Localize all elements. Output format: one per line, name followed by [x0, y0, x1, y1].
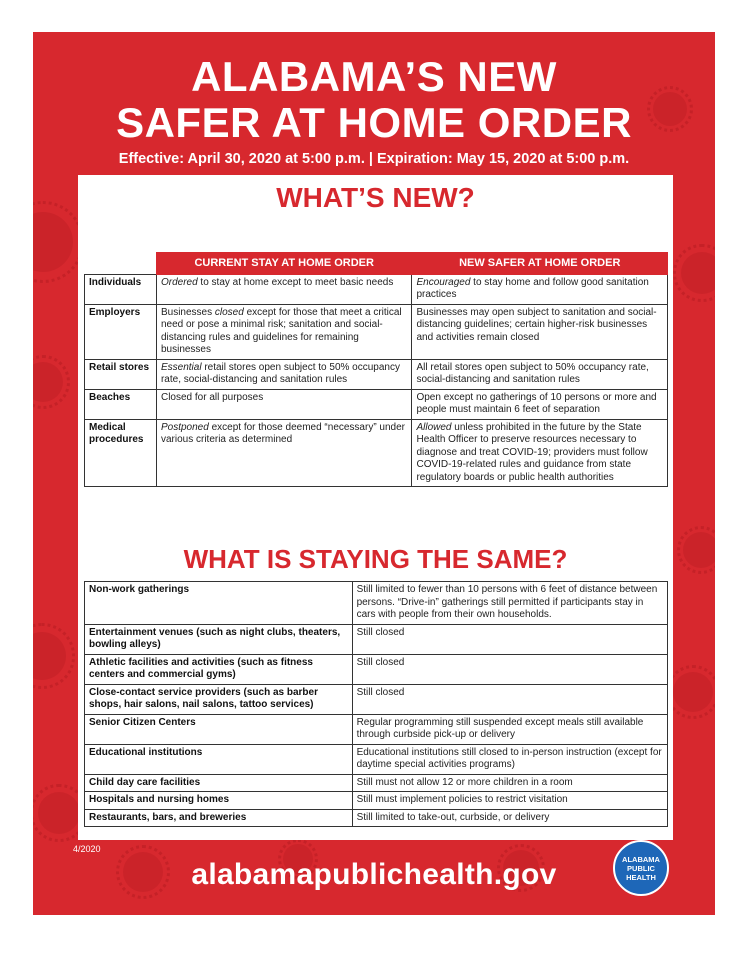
current-emphasis: Postponed	[160, 421, 209, 433]
current-prefix: Businesses	[160, 306, 215, 318]
virus-decoration-icon	[673, 672, 713, 712]
table-row	[85, 714, 668, 744]
current-text: except for those deemed “necessary” under various criteria as determined	[160, 421, 406, 445]
table-row	[85, 624, 668, 654]
table-row	[85, 582, 668, 625]
website-link[interactable]: alabamapublichealth.gov	[191, 858, 557, 891]
title-line-2: SAFER AT HOME ORDER	[116, 99, 632, 146]
current-cell	[156, 274, 412, 304]
row-value: Still limited to take-out, curbside, or delivery	[352, 809, 667, 827]
whats-new-table	[84, 252, 668, 487]
row-value: Still limited to fewer than 10 persons with 6 feet of distance between persons. “Drive-in” gatherings still permitted if participants stay in cars with people from their own households.	[352, 582, 667, 625]
current-cell	[156, 419, 412, 487]
col-current-header: CURRENT STAY AT HOME ORDER	[156, 253, 412, 275]
row-label: Senior Citizen Centers	[85, 714, 353, 744]
virus-decoration-icon	[33, 632, 66, 680]
row-value: Still must not allow 12 or more children in a room	[352, 774, 667, 792]
new-text: Businesses may open subject to sanitation and social-distancing guidelines; certain higher-risk businesses and activities remain closed	[416, 306, 657, 343]
row-value: Regular programming still suspended except meals still available through curbside pick-up or delivery	[352, 714, 667, 744]
row-value: Still closed	[352, 654, 667, 684]
virus-decoration-icon	[33, 212, 73, 272]
row-label: Close-contact service providers (such as barber shops, hair salons, nail salons, tattoo services)	[85, 684, 353, 714]
row-label: Beaches	[85, 389, 157, 419]
row-label: Educational institutions	[85, 744, 353, 774]
new-cell	[412, 419, 668, 487]
current-text: to stay at home except to meet basic needs	[197, 276, 394, 288]
logo-text-line-2: PUBLIC	[627, 863, 655, 873]
table-row	[85, 684, 668, 714]
new-text: to stay home and follow good sanitation practices	[416, 276, 649, 300]
current-cell	[156, 359, 412, 389]
current-emphasis: closed	[214, 306, 244, 318]
row-label: Employers	[85, 304, 157, 359]
row-label: Medical procedures	[85, 419, 157, 487]
new-emphasis: Allowed	[416, 421, 452, 433]
current-cell	[156, 304, 412, 359]
table-row	[85, 389, 668, 419]
table-row	[85, 419, 668, 487]
current-emphasis: Ordered	[160, 276, 198, 288]
content-card	[78, 175, 673, 840]
virus-decoration-icon	[33, 362, 63, 402]
logo-text-line-3: HEALTH	[626, 872, 656, 882]
new-text: All retail stores open subject to 50% occupancy rate, social-distancing and sanitation rules	[416, 361, 649, 385]
current-emphasis: Essential	[160, 361, 202, 373]
table-header-row	[85, 253, 668, 275]
alabama-public-health-logo	[613, 840, 669, 896]
row-label: Hospitals and nursing homes	[85, 792, 353, 810]
current-cell	[156, 389, 412, 419]
new-cell	[412, 359, 668, 389]
row-label: Restaurants, bars, and breweries	[85, 809, 353, 827]
virus-decoration-icon	[38, 792, 80, 834]
staying-same-table	[84, 581, 668, 827]
row-label: Entertainment venues (such as night clubs, theaters, bowling alleys)	[85, 624, 353, 654]
table-row	[85, 744, 668, 774]
table-row	[85, 359, 668, 389]
whats-new-heading: WHAT’S NEW?	[276, 182, 475, 213]
current-text: retail stores open subject to 50% occupancy rate, social-distancing and sanitation rules	[160, 361, 400, 385]
effective-dates: Effective: April 30, 2020 at 5:00 p.m. | Expiration: May 15, 2020 at 5:00 p.m.	[118, 151, 630, 167]
row-value: Educational institutions still closed to in-person instruction (except for daytime special activities programs)	[352, 744, 667, 774]
row-label: Child day care facilities	[85, 774, 353, 792]
row-label: Athletic facilities and activities (such as fitness centers and commercial gyms)	[85, 654, 353, 684]
row-value: Still must implement policies to restrict visitation	[352, 792, 667, 810]
row-label: Individuals	[85, 274, 157, 304]
logo-text-line-1: ALABAMA	[622, 854, 660, 864]
new-cell	[412, 389, 668, 419]
new-text: unless prohibited in the future by the State Health Officer to preserve resources necessary to diagnose and treat COVID-19; providers must follow COVID-19-related rules and guidance from state regulatory boards or public health authorities	[416, 421, 648, 483]
current-text: Closed for all purposes	[160, 391, 264, 403]
table-row	[85, 809, 668, 827]
row-label: Retail stores	[85, 359, 157, 389]
new-emphasis: Encouraged	[416, 276, 471, 288]
new-cell	[412, 304, 668, 359]
row-label: Non-work gatherings	[85, 582, 353, 625]
new-cell	[412, 274, 668, 304]
col-new-header: NEW SAFER AT HOME ORDER	[412, 253, 668, 275]
table-row	[85, 774, 668, 792]
table-row	[85, 274, 668, 304]
current-text: except for those that meet a critical need or pose a minimal risk; sanitation and social-distancing rules and guidelines for remaining businesses	[160, 306, 402, 355]
title-line-1: ALABAMA’S NEW	[191, 53, 557, 100]
row-value: Still closed	[352, 684, 667, 714]
row-value: Still closed	[352, 624, 667, 654]
new-text: Open except no gatherings of 10 persons or more and people must maintain 6 feet of separation	[416, 391, 657, 415]
virus-decoration-icon	[681, 252, 715, 294]
staying-same-heading: WHAT IS STAYING THE SAME?	[183, 544, 568, 574]
virus-decoration-icon	[683, 532, 715, 568]
table-row	[85, 654, 668, 684]
poster	[33, 32, 715, 915]
table-row	[85, 304, 668, 359]
footer-date: 4/2020	[73, 844, 101, 854]
table-row	[85, 792, 668, 810]
